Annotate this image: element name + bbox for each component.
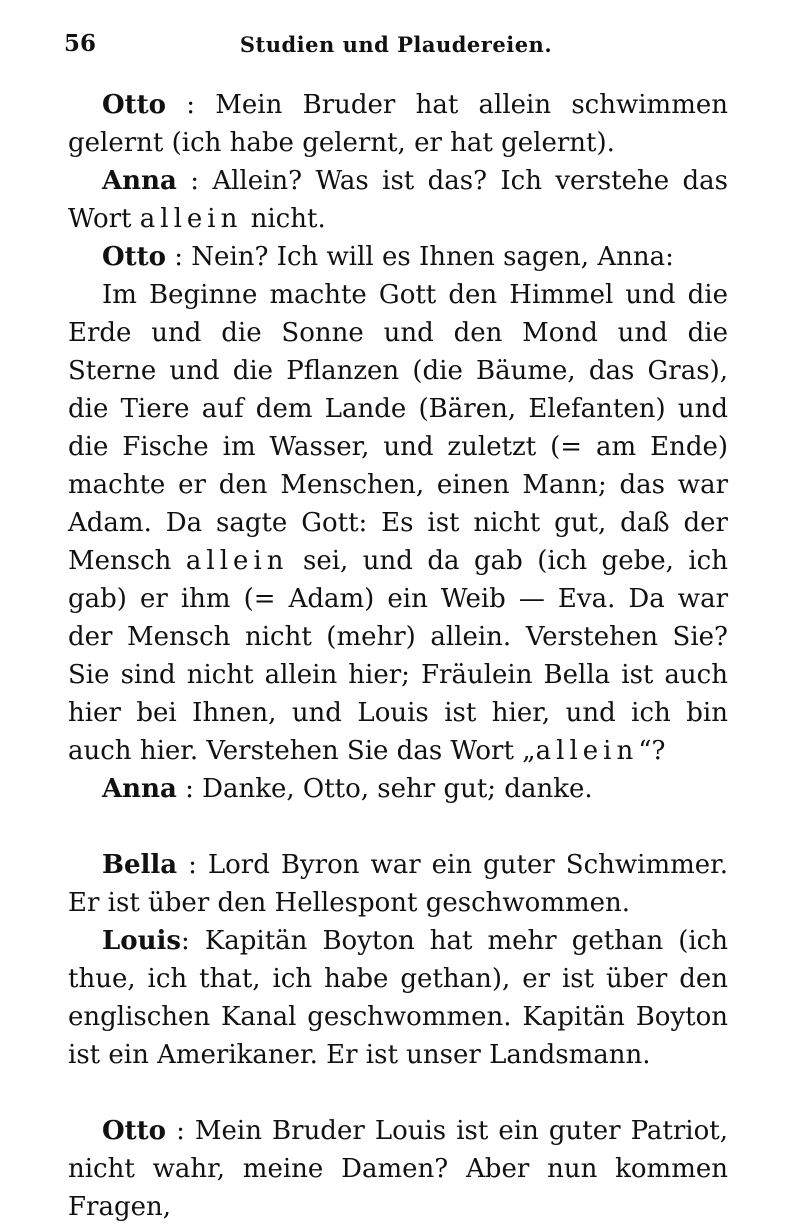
spaced-word-allein: allein [185, 546, 289, 576]
paragraph-text: : Mein Bruder Louis ist ein guter Patriot, nicht wahr, meine Damen? Aber nun kommen Fragen, [68, 1116, 728, 1222]
section-gap [68, 1074, 728, 1112]
page-number: 56 [64, 30, 97, 57]
paragraph-text: : Lord Byron war ein guter Schwimmer. Er ist über den Hellespont geschwommen. [68, 850, 728, 918]
speaker-otto: Otto [102, 242, 167, 272]
spaced-word-allein: allein [139, 204, 243, 234]
paragraph-text: nicht. [242, 204, 326, 234]
paragraph-otto-3 [68, 1112, 728, 1226]
paragraph-text: “? [638, 736, 666, 766]
speaker-anna: Anna [102, 774, 177, 804]
section-gap [68, 808, 728, 846]
paragraph-otto-1 [68, 86, 728, 162]
speaker-anna: Anna [102, 166, 177, 196]
paragraph-bella-1 [68, 846, 728, 922]
paragraph-text: : Allein? Was ist das? Ich verstehe das Wort [68, 166, 728, 234]
speaker-otto: Otto [102, 1116, 167, 1146]
spaced-word-allein: allein [535, 736, 639, 766]
speaker-louis: Louis [102, 926, 182, 956]
paragraph-otto-2 [68, 238, 728, 276]
paragraph-text: sei, und da gab (ich gebe, ich gab) er ihm (= Adam) ein Weib — Eva. Da war der Mensch nicht (mehr) allein. Verstehen Sie? Sie sind nicht allein hier; Fräulein Bella ist auch hier bei Ihnen, und Louis ist hier, und ich bin auch hier. Verstehen Sie das Wort „ [68, 546, 728, 766]
paragraph-explanation [68, 276, 728, 770]
page-header [64, 30, 728, 66]
paragraph-text: Im Beginne machte Gott den Himmel und die Erde und die Sonne und den Mond und die Sterne und die Pflanzen (die Bäume, das Gras), die Tiere auf dem Lande (Bären, Elefanten) und die Fische im Wasser, und zuletzt (= am Ende) machte er den Menschen, einen Mann; das war Adam. Da sagte Gott: Es ist nicht gut, daß der Mensch [68, 280, 728, 576]
page-body [68, 86, 728, 1226]
speaker-otto: Otto [102, 90, 167, 120]
paragraph-louis-1 [68, 922, 728, 1074]
speaker-bella: Bella [102, 850, 178, 880]
running-title: Studien und Plaudereien. [239, 32, 553, 57]
paragraph-anna-2 [68, 770, 728, 808]
paragraph-anna-1 [68, 162, 728, 238]
paragraph-text: : Kapitän Boyton hat mehr gethan (ich thue, ich that, ich habe gethan), er ist über den englischen Kanal geschwommen. Kapitän Boyton ist ein Amerikaner. Er ist unser Landsmann. [68, 926, 728, 1070]
paragraph-text: : Mein Bruder hat allein schwimmen gelernt (ich habe gelernt, er hat gelernt). [68, 90, 728, 158]
paragraph-text: : Danke, Otto, sehr gut; danke. [176, 774, 593, 804]
paragraph-text: : Nein? Ich will es Ihnen sagen, Anna: [166, 242, 674, 272]
